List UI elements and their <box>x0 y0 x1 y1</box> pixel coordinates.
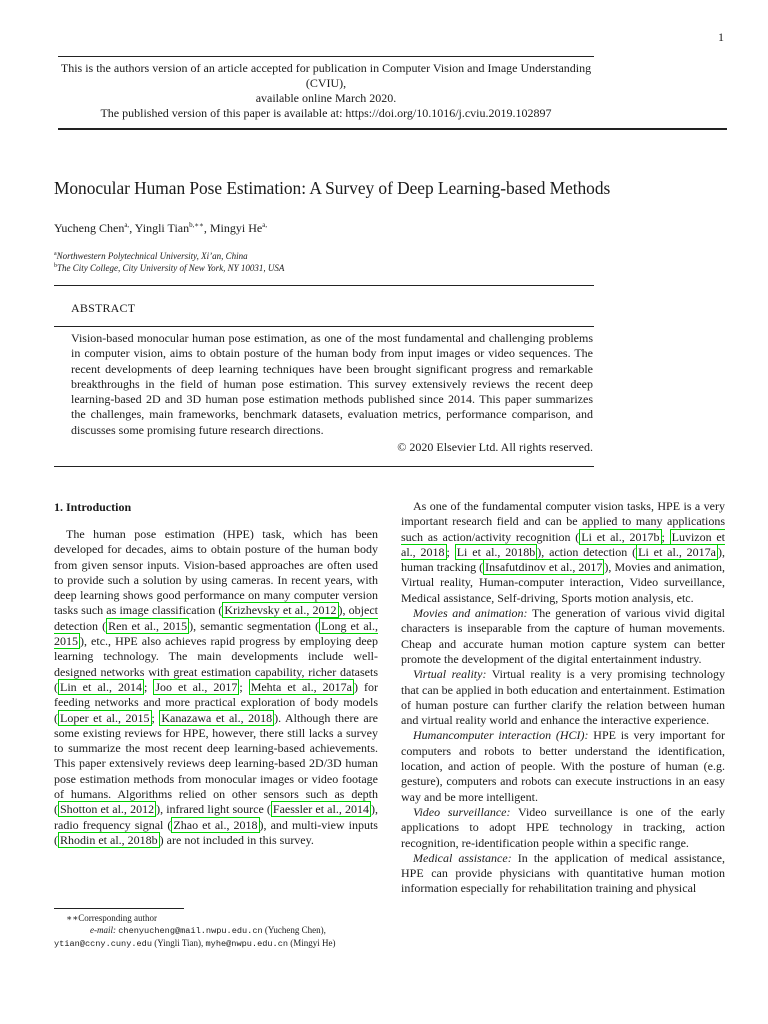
author-affil-mark: a, <box>262 221 268 229</box>
citation-link[interactable]: Loper et al., 2015 <box>60 710 150 725</box>
notice-line-3: The published version of this paper is available at: https://doi.org/10.1016/j.cviu.2019.102897 <box>100 106 552 120</box>
top-rule-thin <box>58 56 594 57</box>
citation-link[interactable]: Li et al., 2018b <box>456 544 536 559</box>
email-link[interactable]: chenyucheng@mail.nwpu.edu.cn <box>118 926 263 936</box>
application-item: Virtual reality: Virtual reality is a very promising technology that can be applied in both education and entertainment. Estimation of human posture can further clarify the relation between human and virtual reality world and enhance the interactive experience. <box>401 667 725 728</box>
right-column <box>401 499 725 897</box>
top-rule-thick <box>58 128 727 130</box>
notice-line-2: available online March 2020. <box>255 91 397 105</box>
citation-link[interactable]: Shotton et al., 2012 <box>60 802 155 817</box>
author-affil-mark: a, <box>124 221 130 229</box>
citation-link[interactable]: Zhao et al., 2018 <box>173 817 258 832</box>
citation-link[interactable]: Rhodin et al., 2018b <box>60 832 158 847</box>
footnote-rule <box>54 908 184 909</box>
email-link[interactable]: myhe@nwpu.edu.cn <box>205 939 289 949</box>
author-name: Yingli Tian <box>134 221 190 235</box>
page-number: 1 <box>718 30 724 44</box>
citation-link[interactable]: Krizhevsky et al., 2012 <box>224 603 337 618</box>
citation-link[interactable]: Li et al., 2017a <box>638 544 716 559</box>
author-affil-mark: b,∗∗ <box>189 221 204 229</box>
footnote: ∗∗Corresponding author e-mail: chenyucheng@mail.nwpu.edu.cn (Yucheng Chen), ytian@ccny.cuny.edu (Yingli Tian), myhe@nwpu.edu.cn (Mingyi He) <box>54 912 378 950</box>
affiliation: $^a$Northwestern Polytechnical University, Xi’an, China <box>54 251 248 261</box>
left-column <box>54 527 378 848</box>
application-item: Video surveillance: Video surveillance is one of the early applications to adopt HPE technology in tracking, action recognition, re-identification people within a specific range. <box>401 804 725 850</box>
abstract-heading-rule <box>54 326 594 327</box>
publication-notice <box>58 61 594 121</box>
application-item: Movies and animation: The generation of various vivid digital characters is inseparable from the capture of human movements. Cheap and accurate human motion capture system can better promote the development of the digital entertainment industry. <box>401 606 725 666</box>
intro-paragraph: The human pose estimation (HPE) task, which has been developed for decades, aims to obtain posture of the human body from given sensor inputs. Vision-based approaches are often used to provide such a solution by using cameras. In recent years, with deep learning shows good performance on many computer version tasks such as image classification ( Krizhevsky et al., 2012 ), object detection ( Ren et al., 2015 ), semantic segmentation ( Long et al., 2015 ), etc., HPE also achieves rapid progress by employing deep learning technology. The main developments include well-designed networks with great estimation capability, richer datasets ( Lin et al., 2014 ; Joo et al., 2017 ; Mehta et al., 2017a ) for feeding networks and more practical exploration of body models ( Loper et al., 2015 ; Kanazawa et al., 2018 ). Although there are some existing reviews for HPE, however, there still lacks a survey to summarize the most recent deep learning-based achievements. This paper extensively reviews deep learning-based 2D/3D human pose estimation methods from monocular images or video footage of humans. Algorithms relied on other sensors such as depth ( Shotton et al., 2012 ), infrared light source ( Faessler et al., 2014 ), radio frequency signal ( Zhao et al., 2018 ), and multi-view inputs ( Rhodin et al., 2018b ) are not included in this survey. <box>54 527 378 847</box>
email-link[interactable]: ytian@ccny.cuny.edu <box>54 939 152 949</box>
abstract-text: Vision-based monocular human pose estimation, as one of the most fundamental and challenging problems in computer vision, aims to obtain posture of the human body from input images or video sequences. The recent developments of deep learning techniques have been brought significant progress and remarkable breakthroughs in the field of human pose estimation. This survey extensively reviews the recent deep learning-based 2D and 3D human pose estimation methods published since 2014. This paper summarizes the challenges, main frameworks, benchmark datasets, evaluation metrics, performance comparison, and discusses some promising future research directions. <box>71 331 593 437</box>
citation-link[interactable]: Kanazawa et al., 2018 <box>161 710 273 725</box>
citation-link[interactable]: Long et al., 2015 <box>54 618 378 649</box>
application-item: Medical assistance: In the application of medical assistance, HPE can provide physicians with quantitative human motion information especially for rehabilitation training and physical <box>401 850 725 896</box>
section-heading-introduction: 1. Introduction <box>54 500 132 514</box>
citation-link[interactable]: Faessler et al., 2014 <box>272 802 369 817</box>
paper-title: Monocular Human Pose Estimation: A Survey of Deep Learning-based Methods <box>54 178 611 198</box>
copyright-notice: © 2020 Elsevier Ltd. All rights reserved. <box>397 440 593 454</box>
citation-link[interactable]: Mehta et al., 2017a <box>250 679 352 694</box>
citation-link[interactable]: Insafutdinov et al., 2017 <box>485 560 603 575</box>
citation-link[interactable]: Li et al., 2017b <box>581 529 660 544</box>
abstract-heading: ABSTRACT <box>71 301 136 315</box>
abstract-bottom-rule <box>54 466 594 467</box>
author-name: Yucheng Chen <box>54 221 125 235</box>
citation-link[interactable]: Ren et al., 2015 <box>108 618 188 633</box>
applications-paragraph: As one of the fundamental computer vision tasks, HPE is a very important research field and can be applied to many applications such as action/activity recognition ( Li et al., 2017b ; Luvizon et al., 2018 ; Li et al., 2018b ), action detection ( Li et al., 2017a ), human tracking ( Insafutdinov et al., 2017 ), Movies and animation, Virtual reality, Human-computer interaction, Video surveillance, Medical assistance, Self-driving, Sports motion analysis, etc. <box>401 499 726 605</box>
author-name: Mingyi He <box>209 221 263 235</box>
citation-link[interactable]: Luvizon et al., 2018 <box>401 529 726 559</box>
application-item: Humancomputer interaction (HCI): HPE is very important for computers and robots to better understand the identification, location, and action of people. With the posture of human (e.g. gesture), computers and robots can execute instructions in an easy way and be more intelligent. <box>401 728 726 804</box>
notice-line-1: This is the authors version of an article accepted for publication in Computer Vision and Image Understanding (CVIU), <box>60 61 592 90</box>
corresponding-author-note: ∗∗Corresponding author <box>66 913 157 923</box>
citation-link[interactable]: Joo et al., 2017 <box>155 679 238 694</box>
affiliation: $^b$The City College, City University of New York, NY 10031, USA <box>54 263 285 273</box>
author-list: Yucheng Chen$^{a,}$, Yingli Tian$^{b,∗∗}$, Mingyi $He^{a,}$ <box>54 221 268 235</box>
citation-link[interactable]: Lin et al., 2014 <box>60 679 142 694</box>
abstract-top-rule <box>54 285 594 286</box>
